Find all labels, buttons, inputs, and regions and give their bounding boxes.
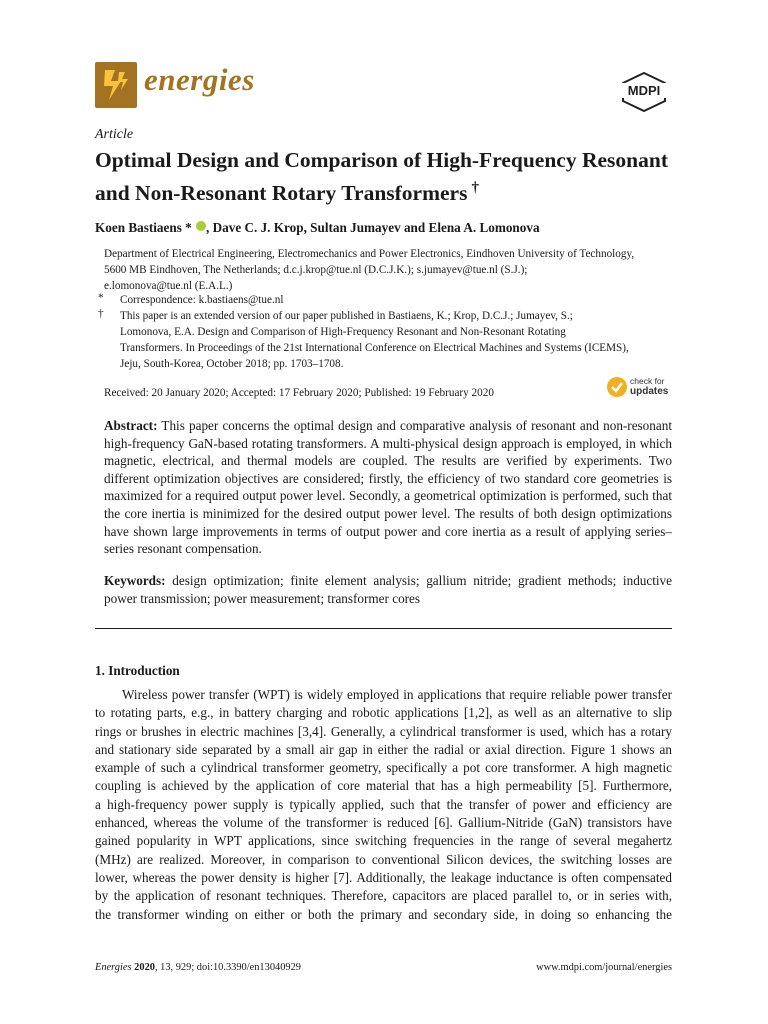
intro-paragraph: [95, 686, 672, 924]
body-line: a high-frequency power supply is typically applied, such that the transfer of power and efficiency are: [95, 796, 672, 812]
section-divider: [95, 628, 672, 629]
body-line: lower, whereas the power density is higher [7]. Additionally, the leakage inductance is often compensated: [95, 869, 672, 885]
keywords-text: design optimization; finite element analysis; gallium nitride; gradient methods; inductive power transmission; power measurement; transformer cores: [104, 573, 673, 606]
updates-badge-line1: check for: [630, 376, 665, 386]
title-text: Optimal Design and Comparison of High-Frequency Resonant and Non-Resonant Rotary Transformers: [95, 148, 668, 206]
body-line: to rotating parts, e.g., in battery charging and robotic applications [1,2], as well as an alternative to slip: [95, 705, 672, 721]
abstract: [104, 417, 672, 558]
updates-badge-line2: updates: [630, 386, 669, 397]
check-for-updates-button[interactable]: [607, 375, 677, 401]
author-first: Koen Bastiaens *: [95, 220, 192, 235]
body-line: and stationary side separated by a small air gap in either the radial or axial direction. Figure 1 shows an: [95, 741, 672, 757]
footer-citation: [95, 962, 301, 973]
publisher-logo: [618, 72, 670, 112]
publisher-name: MDPI: [618, 83, 670, 98]
abstract-label: Abstract:: [104, 418, 158, 433]
note-line: Lomonova, E.A. Design and Comparison of High-Frequency Resonant and Non-Resonant Rotating: [120, 326, 566, 338]
body-line: enhanced, whereas the volume of the transformer is reduced [6]. Gallium-Nitride (GaN) transistors have: [95, 815, 672, 831]
body-line: the transformer winding on either or both the primary and secondary side, in doing so enhancing the: [95, 906, 672, 922]
paper-title: [95, 146, 675, 207]
affiliation: [104, 246, 684, 294]
title-mark: †: [471, 180, 479, 196]
correspondence-mark: *: [98, 292, 104, 304]
orcid-icon[interactable]: [196, 221, 206, 231]
body-line: rings or brushes in electric machines [3,4]. Generally, a cylindrical transformer is used, which has a rotary: [95, 723, 672, 739]
author-rest: , Dave C. J. Krop, Sultan Jumayev and Elena A. Lomonova: [206, 220, 540, 235]
note-line: Jeju, South-Korea, October 2018; pp. 1703–1708.: [120, 358, 344, 370]
keywords: [104, 572, 672, 607]
footer-journal: Energies: [95, 962, 132, 973]
publication-dates: Received: 20 January 2020; Accepted: 17 February 2020; Published: 19 February 2020: [104, 387, 494, 399]
journal-logo-icon: [95, 62, 137, 108]
author-list: [95, 220, 540, 236]
body-line: example of such a cylindrical transformer geometry, specifically a pot core transformer. A high magnetic: [95, 760, 672, 776]
body-line: gained popularity in WPT applications, since switching frequencies in the range of several megahertz: [95, 833, 672, 849]
article-type: Article: [95, 127, 134, 142]
affiliation-line: 5600 MB Eindhoven, The Netherlands; d.c.j.krop@tue.nl (D.C.J.K.); s.jumayev@tue.nl (S.J.);: [104, 264, 528, 276]
footer-citation-text: , 13, 929; doi:10.3390/en13040929: [154, 962, 301, 973]
body-line: Wireless power transfer (WPT) is widely employed in applications that require reliable power transfer: [122, 687, 672, 702]
body-line: by the application of resonant techniques. Therefore, capacitors are placed parallel to, or in series with,: [95, 888, 672, 904]
note-line: Transformers. In Proceedings of the 21st International Conference on Electrical Machines and Systems (ICEMS),: [120, 342, 629, 354]
affiliation-line: e.lomonova@tue.nl (E.A.L.): [104, 280, 233, 292]
keywords-label: Keywords:: [104, 573, 166, 588]
abstract-text: This paper concerns the optimal design and comparative analysis of resonant and non-resonant high-frequency GaN-based rotating transformers. A multi-physical design approach is employed, in which magnetic, electrical, and thermal models are coupled. The results are verified by experiments. Two different optimization objectives are considered; firstly, the efficiency of two standard core geometries is maximized for a required output power level. Secondly, a geometrical optimization is performed, such that the core inertia is minimized for the desired output power level. The results of both design optimizations have shown large improvements in terms of output power and core inertia as a result of applying series–series resonant compensation.: [104, 418, 672, 557]
footer-year: 2020: [134, 962, 155, 973]
check-icon: [607, 377, 627, 397]
affiliation-line: Department of Electrical Engineering, Electromechanics and Power Electronics, Eindhoven University of Technology,: [104, 248, 635, 260]
note-line: This paper is an extended version of our paper published in Bastiaens, K.; Krop, D.C.J.; Jumayev, S.;: [120, 310, 573, 322]
note-mark: †: [98, 308, 104, 320]
extended-version-note: [120, 308, 685, 372]
body-line: (MHz) are realized. Moreover, in comparison to conventional Silicon devices, the switching losses are: [95, 851, 672, 867]
footer-url-link[interactable]: www.mdpi.com/journal/energies: [536, 962, 672, 973]
journal-name: energies: [144, 62, 255, 97]
section-heading: 1. Introduction: [95, 663, 180, 678]
correspondence: Correspondence: k.bastiaens@tue.nl: [120, 294, 284, 306]
body-line: coupling is achieved by the application of core material that has a high permeability [5]. Furthermore,: [95, 778, 672, 794]
